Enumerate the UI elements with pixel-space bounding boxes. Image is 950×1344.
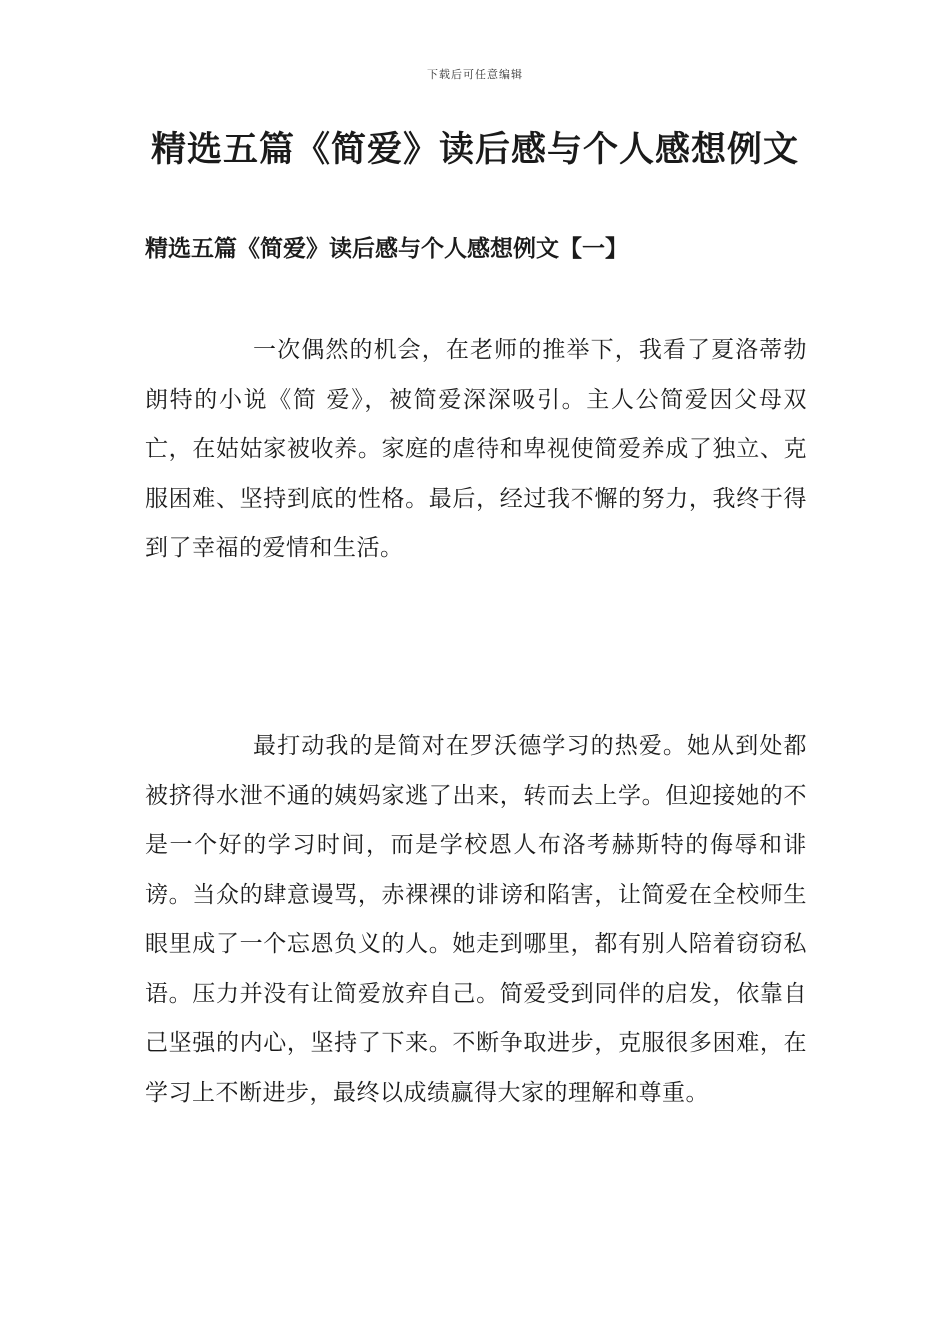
document-title: 精选五篇《简爱》读后感与个人感想例文 bbox=[150, 130, 799, 170]
header-note: 下载后可任意编辑 bbox=[427, 68, 523, 81]
body-paragraph-2: 最打动我的是简对在罗沃德学习的热爱。她从到处都被挤得水泄不通的姨妈家逃了出来，转而去上学。但迎接她的不是一个好的学习时间，而是学校恩人布洛考赫斯特的侮辱和诽谤。当众的肆意谩骂，赤裸裸的诽谤和陷害，让简爱在全校师生眼里成了一个忘恩负义的人。她走到哪里，都有别人陪着窃窃私语。压力并没有让简爱放弃自己。简爱受到同伴的启发，依靠自己坚强的内心，坚持了下来。不断争取进步，克服很多困难，在学习上不断进步，最终以成绩赢得大家的理解和尊重。 bbox=[145, 733, 807, 1106]
section-heading: 精选五篇《简爱》读后感与个人感想例文【一】 bbox=[145, 235, 628, 262]
body-paragraph-1: 一次偶然的机会，在老师的推举下，我看了夏洛蒂勃朗特的小说《简 爱》，被简爱深深吸引。主人公简爱因父母双亡，在姑姑家被收养。家庭的虐待和卑视使简爱养成了独立、克服困难、坚持到底的性格。最后，经过我不懈的努力，我终于得到了幸福的爱情和生活。 bbox=[145, 337, 807, 561]
